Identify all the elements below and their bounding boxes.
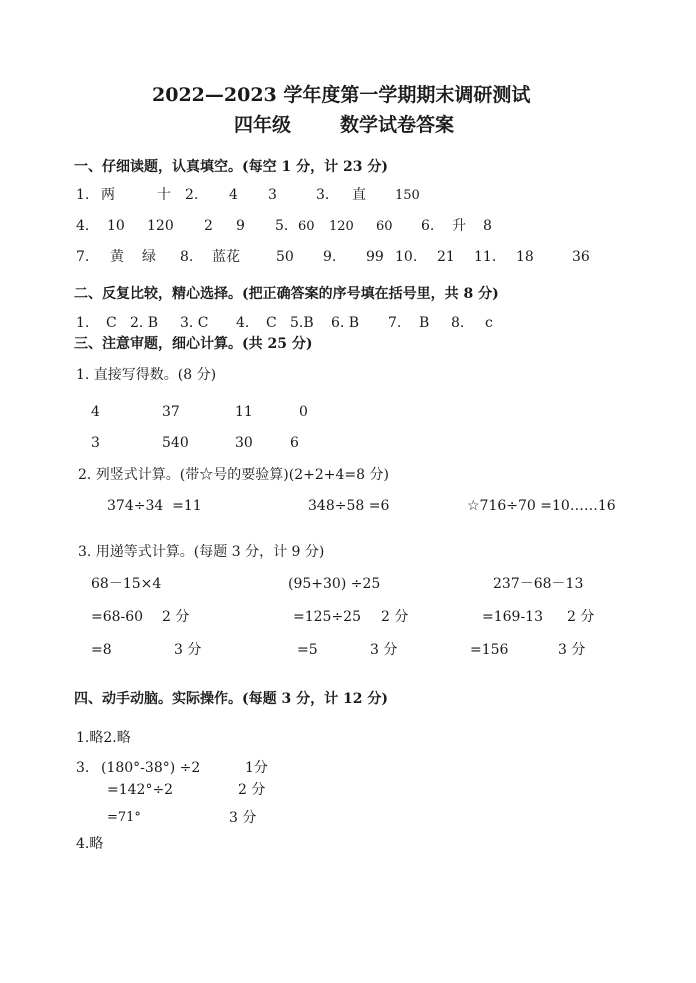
answer-number: 9. [323,249,337,265]
answer-value: 绿 [142,249,156,265]
answer-value: 两 [101,187,115,203]
answer-value: 18 [516,249,534,265]
section4-heading: 四、动手动脑。实际操作。(每题 3 分，计 12 分) [74,691,388,707]
step-score: 3 分 [558,642,586,658]
answer-number: 1. [76,187,90,203]
answer-number: 8. [180,249,194,265]
answer-value: 3 [91,435,100,451]
question-answer: 4.略 [76,836,104,852]
calc-step: =68-60 [91,609,144,625]
answer-number: 6. [421,218,435,234]
answer-value: 9 [236,218,245,234]
question-label: 1. 直接写得数。(8 分) [76,367,217,383]
answer-value: 5.B [290,315,314,331]
calc-step: =5 [297,642,318,658]
question-label: 2. 列竖式计算。(带☆号的要验算)(2+2+4=8 分) [78,467,389,483]
section1-heading: 一、仔细读题，认真填空。(每空 1 分，计 23 分) [74,159,388,175]
calc-step: 68－15×4 [91,576,162,592]
calc-step: =8 [91,642,112,658]
calc-step: =142°÷2 [107,782,174,798]
answer-value: 升 [452,218,466,234]
step-score: 3 分 [174,642,202,658]
calc-step: 237－68－13 [493,576,584,592]
answer-value: 99 [366,249,384,265]
answer-value: 60 [376,219,393,234]
answer-value: 直 [352,187,366,203]
answer-value: 8 [483,218,492,234]
answer-number: 10. [395,249,418,265]
answer-number: 4. [76,218,90,234]
calc-step: =169-13 [482,609,543,625]
page-title: 2022—2023 学年度第一学期期末调研测试 [152,84,531,106]
answer-value: 0 [299,404,308,420]
answer-value: 3 [268,187,277,203]
subject-label: 数学试卷答案 [340,114,455,136]
answer-number: 1. [76,315,90,331]
calc-answer: 348÷58 =6 [308,498,390,514]
step-score: 2 分 [381,609,409,625]
answer-value: 21 [437,249,455,265]
answer-value: 120 [329,219,354,234]
answer-value: 6 [290,435,299,451]
step-score: 3 分 [229,810,257,826]
answer-value: 黄 [110,249,124,265]
answer-number: 3. [76,760,90,776]
step-score: 1分 [245,760,268,776]
answer-value: 30 [235,435,253,451]
step-score: 2 分 [238,782,266,798]
calc-step: (180°-38°) ÷2 [101,760,201,776]
answer-number: 7. [388,315,402,331]
answer-number: 4. [236,315,250,331]
answer-value: 150 [395,188,420,203]
answer-value: 2. B [130,315,159,331]
answer-value: 3. C [180,315,209,331]
calc-step: =156 [470,642,509,658]
answer-value: B [419,315,430,331]
answer-number: 11. [474,249,497,265]
step-score: 2 分 [162,609,190,625]
answer-value: C [266,315,277,331]
answer-value: 6. B [331,315,360,331]
answer-value: 50 [276,249,294,265]
answer-value: 4 [91,404,100,420]
section2-heading: 二、反复比较，精心选择。(把正确答案的序号填在括号里，共 8 分) [74,286,499,302]
calc-step: =71° [107,810,141,825]
calc-step: =125÷25 [293,609,361,625]
answer-value: 540 [162,435,189,451]
answer-value: 11 [235,404,253,420]
answer-value: 蓝花 [212,249,240,265]
answer-number: 2. [185,187,199,203]
section3-heading: 三、注意审题，细心计算。(共 25 分) [74,336,313,352]
answer-value: 4 [229,187,238,203]
calc-answer: 374÷34 =11 [107,498,202,514]
question-label: 3. 用递等式计算。(每题 3 分，计 9 分) [78,544,325,560]
answer-value: 36 [572,249,590,265]
answer-value: c [485,315,493,331]
step-score: 3 分 [370,642,398,658]
calc-step: (95+30) ÷25 [288,576,381,592]
calc-answer: ☆716÷70 =10……16 [467,498,616,514]
answer-number: 3. [316,187,330,203]
answer-value: 37 [162,404,180,420]
step-score: 2 分 [567,609,595,625]
answer-value: 60 [298,219,315,234]
answer-number: 5. [275,218,289,234]
question-answer: 1.略2.略 [76,730,131,746]
answer-value: 十 [157,187,171,203]
grade-label: 四年级 [234,114,292,136]
answer-value: 120 [147,218,174,234]
answer-value: 10 [107,218,125,234]
answer-number: 8. [451,315,465,331]
answer-value: 2 [204,218,213,234]
answer-number: 7. [76,249,90,265]
answer-value: C [106,315,117,331]
